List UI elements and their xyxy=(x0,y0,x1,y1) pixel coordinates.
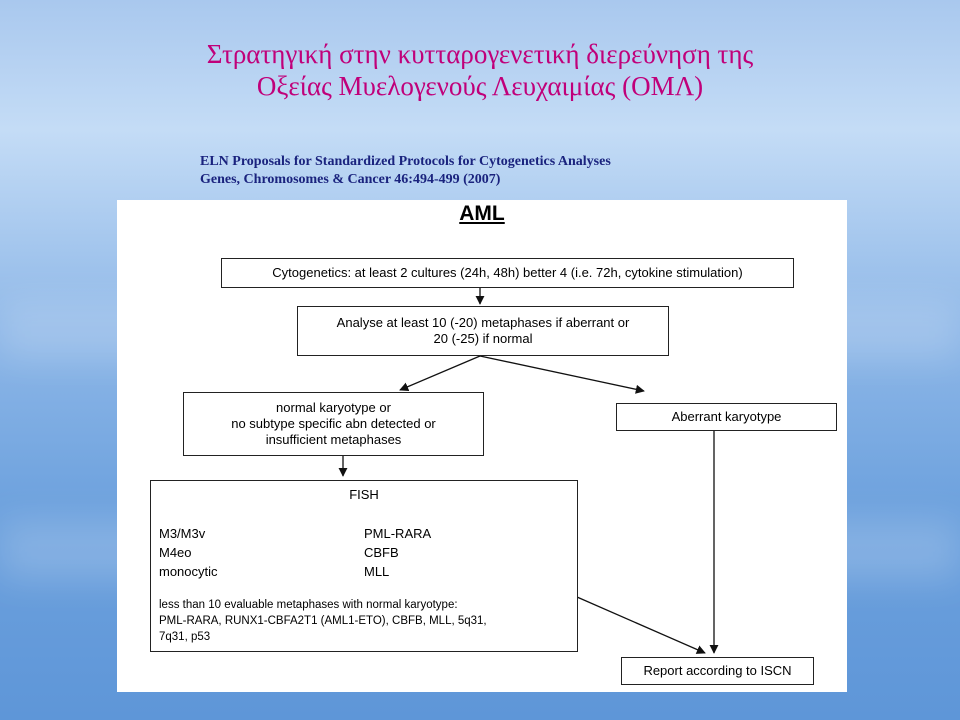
arrow-analyse-to-aberrant xyxy=(480,356,644,391)
reference-line-1: ELN Proposals for Standardized Protocols for Cytogenetics Analyses xyxy=(200,154,611,169)
cytogenetics-box xyxy=(221,258,794,288)
normal-line-3: insufficient metaphases xyxy=(265,432,402,447)
fish-note-line-2: PML-RARA, RUNX1-CBFA2T1 (AML1-ETO), CBFB, MLL, 5q31, xyxy=(159,615,487,627)
fish-title: FISH xyxy=(349,487,379,502)
analyse-line-2: 20 (-25) if normal xyxy=(433,331,533,346)
reference-line-2: Genes, Chromosomes & Cancer 46:494-499 (2007) xyxy=(200,172,501,187)
aberrant-karyotype-box xyxy=(616,403,837,431)
fish-note-line-1: less than 10 evaluable metaphases with normal karyotype: xyxy=(159,599,458,611)
fish-subtype: M3/M3v xyxy=(159,526,206,541)
fish-subtype: monocytic xyxy=(159,564,218,579)
slide-title-line-2: Οξείας Μυελογενούς Λευχαιμίας (ΟΜΛ) xyxy=(256,71,704,101)
arrow-fish-to-report xyxy=(577,597,705,653)
normal-line-1: normal karyotype or xyxy=(276,400,391,415)
normal-line-2: no subtype specific abn detected or xyxy=(231,416,436,431)
slide-title-line-1: Στρατηγική στην κυτταρογενετική διερεύνηση της xyxy=(206,39,754,69)
report-text: Report according to ISCN xyxy=(643,663,792,678)
fish-probe: CBFB xyxy=(364,545,399,560)
fish-note-line-3: 7q31, p53 xyxy=(159,631,211,643)
fish-probe: PML-RARA xyxy=(364,526,432,541)
fish-probe: MLL xyxy=(364,564,390,579)
normal-karyotype-box xyxy=(183,392,484,456)
fish-subtype: M4eo xyxy=(159,545,192,560)
cytogenetics-text: Cytogenetics: at least 2 cultures (24h, 48h) better 4 (i.e. 72h, cytokine stimulation) xyxy=(272,265,743,280)
analyse-box xyxy=(297,306,669,356)
aberrant-text: Aberrant karyotype xyxy=(671,409,782,424)
arrow-analyse-to-normal xyxy=(400,356,480,390)
slide-title xyxy=(0,38,960,102)
reference-citation xyxy=(200,153,611,189)
report-box xyxy=(621,657,814,685)
flowchart-heading: AML xyxy=(459,202,505,225)
analyse-line-1: Analyse at least 10 (-20) metaphases if aberrant or xyxy=(336,315,630,330)
fish-box xyxy=(150,480,578,652)
flowchart-panel xyxy=(117,200,847,692)
